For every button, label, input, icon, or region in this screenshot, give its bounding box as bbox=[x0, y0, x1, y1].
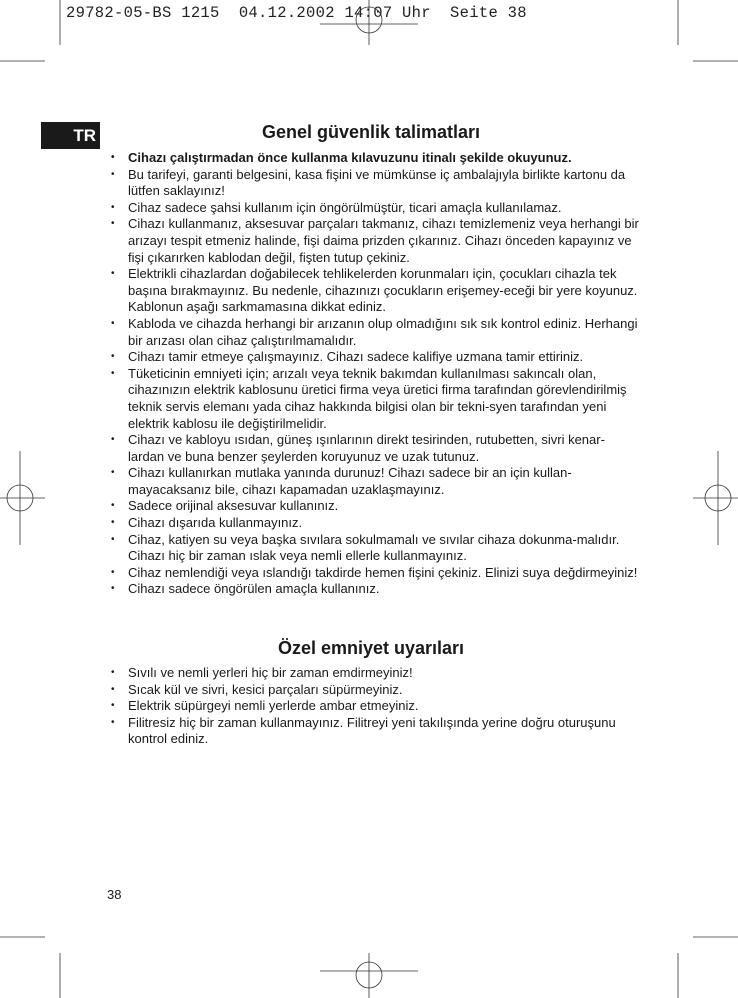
list-item: • Elektrikli cihazlardan doğabilecek tehlikelerden korunmaları için, çocukları cihazla tek başına bırakmayınız. Bu nedenle, cihazınızı çocukların erişemey-eceği bir yere koyunuz. Kablonun aşağı sarkmamasına dikkat ediniz. bbox=[110, 266, 640, 316]
list-item: • Cihazı çalıştırmadan önce kullanma kılavuzunu itinalı şekilde okuyunuz. bbox=[110, 150, 640, 167]
list-item: • Filitresiz hiç bir zaman kullanmayınız. Filitreyi yeni takılışında yerine doğru oturuşunu kontrol ediniz. bbox=[110, 715, 640, 748]
list-item: • Cihaz nemlendiği veya ıslandığı takdirde hemen fişini çekiniz. Elinizi suya değdirmeyiniz! bbox=[110, 565, 640, 582]
list-item: • Cihaz sadece şahsi kullanım için öngörülmüştür, ticari amaçla kullanılamaz. bbox=[110, 200, 640, 217]
list-item: • Cihazı kullanırkan mutlaka yanında durunuz! Cihazı sadece bir an için kullan-mayacaksanız bile, cihazı kapamadan uzaklaşmayınız. bbox=[110, 465, 640, 498]
page-number: 38 bbox=[107, 887, 122, 902]
list-item: • Sıcak kül ve sivri, kesici parçaları süpürmeyiniz. bbox=[110, 682, 640, 699]
list-item: • Cihazı tamir etmeye çalışmayınız. Cihazı sadece kalifiye uzmana tamir ettiriniz. bbox=[110, 349, 640, 366]
list-item: • Sadece orijinal aksesuvar kullanınız. bbox=[110, 498, 640, 515]
list-item: • Cihazı kullanmanız, aksesuvar parçaları takmanız, cihazı temizlemeniz veya herhangi bir arızayı tespit etmeniz halinde, fişi daima prizden çıkarınız. Cihazı önceden kapayınız ve fişi çıkarırken kablodan değil, fişten tutup çekiniz. bbox=[110, 216, 640, 266]
print-slug: 29782-05-BS 1215 04.12.2002 14:07 Uhr Seite 38 bbox=[66, 4, 527, 22]
registration-mark-top bbox=[320, 0, 418, 45]
general-safety-list bbox=[110, 150, 640, 598]
list-item: • Kabloda ve cihazda herhangi bir arızanın olup olmadığını sık sık kontrol ediniz. Herhangi bir arızası olan cihaz çalıştırılmamalıdır. bbox=[110, 316, 640, 349]
registration-mark-right bbox=[693, 451, 738, 545]
list-item: • Cihazı sadece öngörülen amaçla kullanınız. bbox=[110, 581, 640, 598]
list-item: • Cihazı dışarıda kullanmayınız. bbox=[110, 515, 640, 532]
list-item: • Cihazı ve kabloyu ısıdan, güneş ışınlarının direkt tesirinden, rutubetten, sivri kenar-lardan ve buna benzer şeylerden koruyunuz ve uzak tutunuz. bbox=[110, 432, 640, 465]
section-title-general-safety: Genel güvenlik talimatları bbox=[261, 122, 481, 142]
section-title-special-warnings: Özel emniyet uyarıları bbox=[277, 638, 465, 658]
special-warnings-list bbox=[110, 665, 640, 748]
language-tab: TR bbox=[41, 122, 100, 149]
registration-mark-bottom bbox=[320, 953, 418, 998]
list-item: • Bu tarifeyi, garanti belgesini, kasa fişini ve mümkünse iç ambalajıyla birlikte kartonu da lütfen saklayınız! bbox=[110, 167, 640, 200]
list-item: • Cihaz, katiyen su veya başka sıvılara sokulmamalı ve sıvılar cihaza dokunma-malıdır. Cihazı hiç bir zaman ıslak veya nemli ellerle kullanmayınız. bbox=[110, 532, 640, 565]
list-item: • Sıvılı ve nemli yerleri hiç bir zaman emdirmeyiniz! bbox=[110, 665, 640, 682]
list-item: • Elektrik süpürgeyi nemli yerlerde ambar etmeyiniz. bbox=[110, 698, 640, 715]
list-item: • Tüketicinin emniyeti için; arızalı veya teknik bakımdan kullanılması sakıncalı olan, cihazınızın elektrik kablosunu üretici firma veya üretici firma tarafından görevlendirilmiş teknik servis elemanı yada cihaz hakkında bilgisi olan bir tekni-syen tarafından yeni elektrik kablosu ile değiştirilmelidir. bbox=[110, 366, 640, 432]
registration-mark-left bbox=[0, 451, 45, 545]
